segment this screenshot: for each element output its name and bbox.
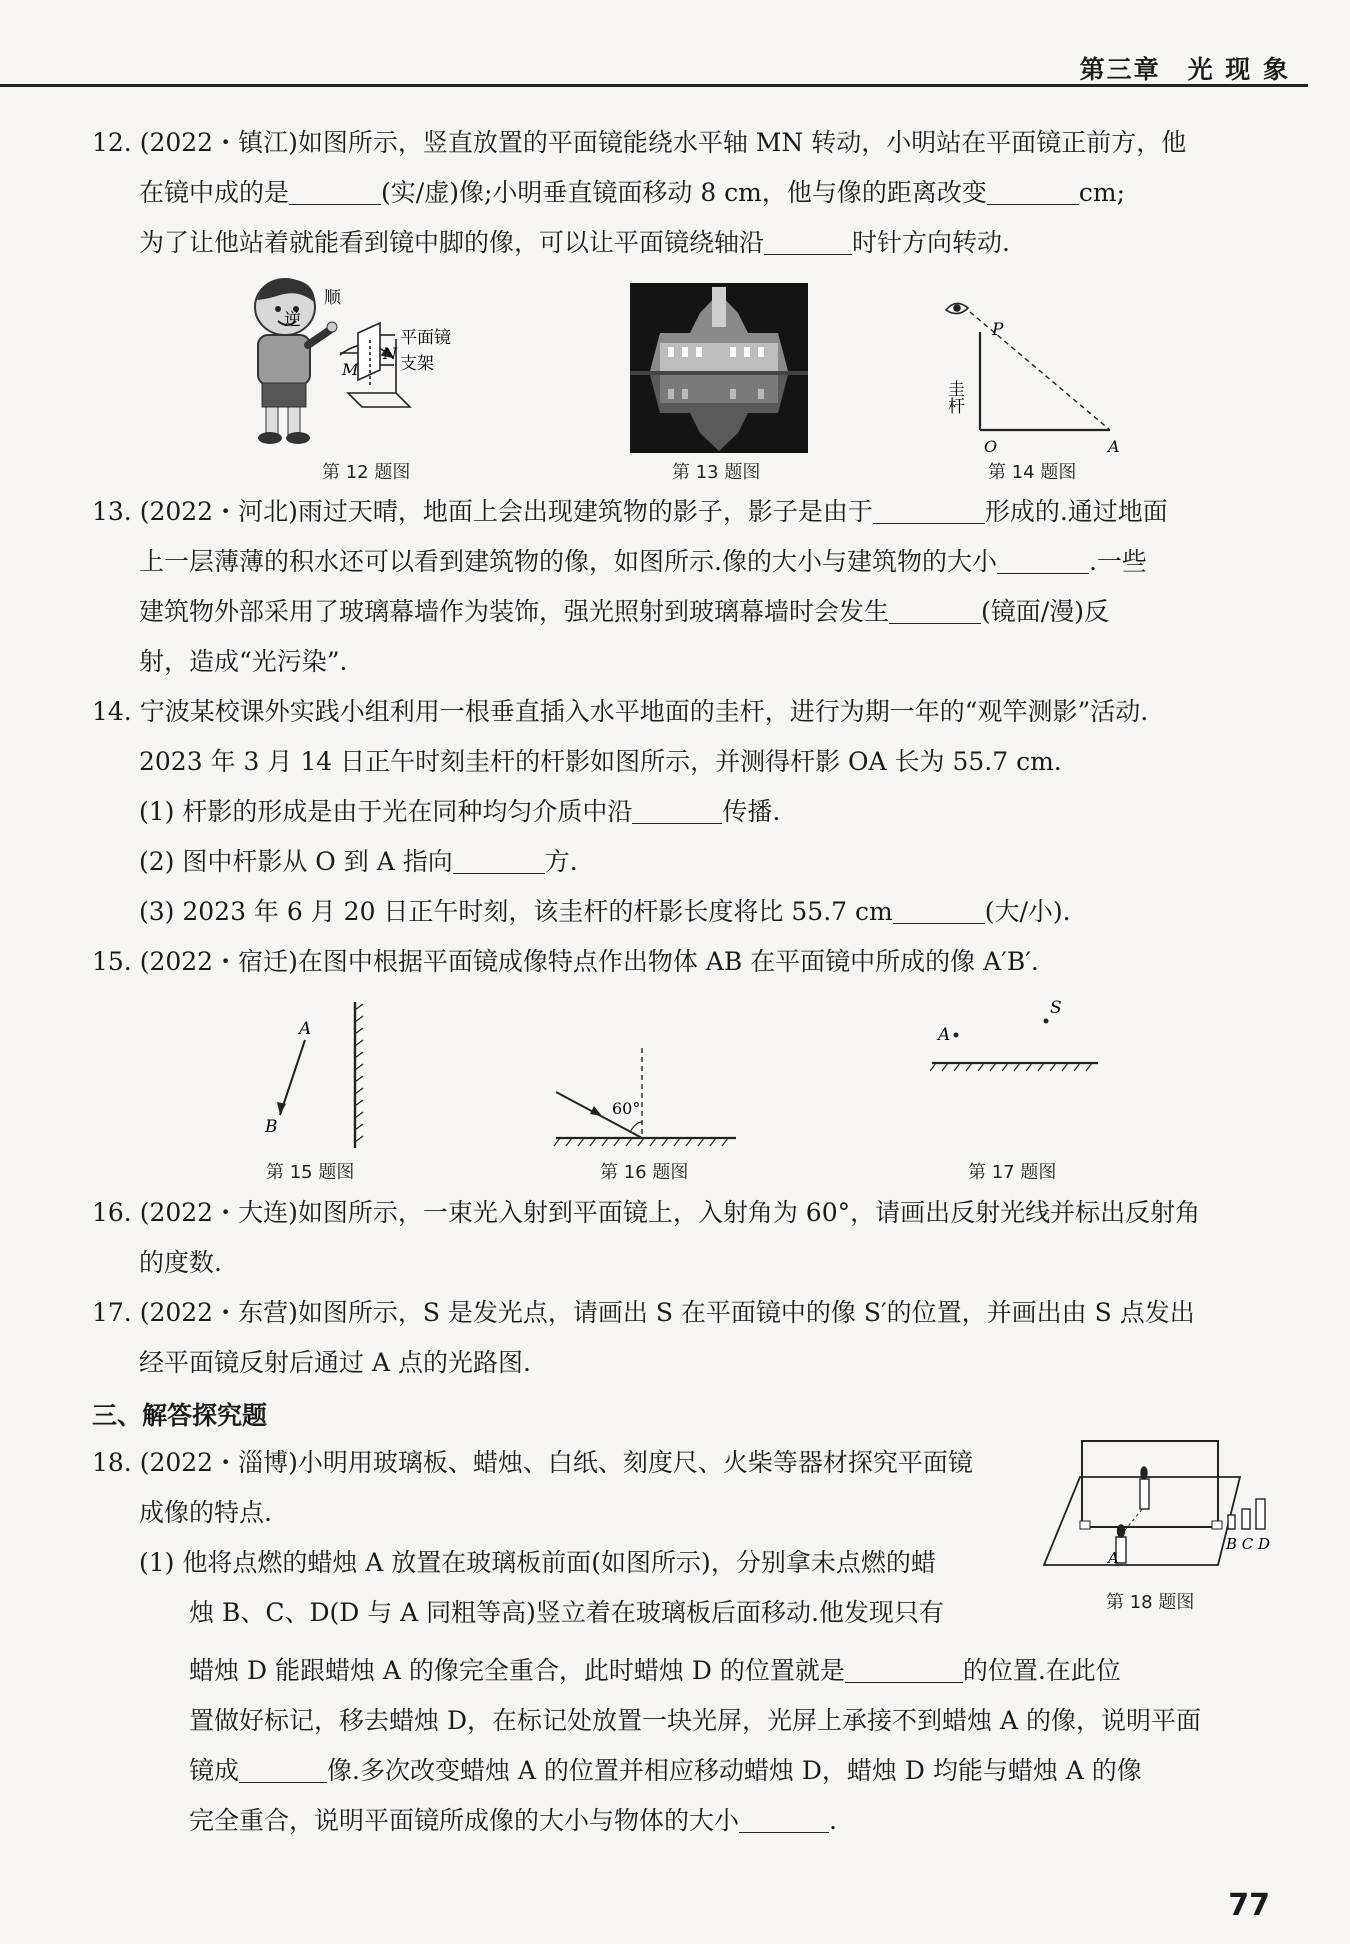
fig17-label-s: S bbox=[1050, 998, 1062, 1018]
q18-blank-2[interactable] bbox=[239, 1752, 327, 1783]
question-12 bbox=[92, 118, 1272, 268]
figure-15 bbox=[255, 1000, 385, 1150]
fig14-label-p: P bbox=[992, 320, 1004, 340]
fig17-label-a: A bbox=[938, 1025, 951, 1045]
question-15: 15. (2022・宿迁)在图中根据平面镜成像特点作出物体 AB 在平面镜中所成的像 A′B′. bbox=[92, 947, 1039, 976]
sun-ray-dashed bbox=[970, 312, 1110, 430]
q14-blank-1[interactable] bbox=[632, 793, 722, 824]
q12-line3: 为了让他站着就能看到镜中脚的像，可以让平面镜绕轴沿 时针方向转动. bbox=[92, 218, 1272, 268]
header-rule bbox=[0, 84, 1308, 87]
q12-line2: 在镜中成的是 (实/虚)像;小明垂直镜面移动 8 cm，他与像的距离改变 cm; bbox=[92, 168, 1272, 218]
fig14-label-a: A bbox=[1108, 437, 1120, 456]
q12-line1: 12. (2022・镇江)如图所示，竖直放置的平面镜能绕水平轴 MN 转动，小明站在平面镜正前方，他 bbox=[92, 128, 1187, 157]
fig12-label-ni: 逆 bbox=[284, 310, 301, 330]
eye-symbol bbox=[946, 303, 968, 313]
fig12-label-n: N bbox=[383, 344, 397, 363]
fig15-label-a: A bbox=[299, 1019, 312, 1039]
q12-blank-2[interactable] bbox=[987, 174, 1079, 205]
figure-17 bbox=[930, 995, 1100, 1075]
fig12-label-shun: 顺 bbox=[324, 288, 341, 308]
fig14-label-rod: 圭杆 bbox=[944, 380, 964, 414]
q13-blank-1[interactable] bbox=[873, 493, 985, 524]
fig16-caption: 第 16 题图 bbox=[600, 1162, 689, 1183]
q13-blank-2[interactable] bbox=[997, 543, 1089, 574]
q18-blank-1[interactable] bbox=[845, 1652, 963, 1683]
question-17: 17. (2022・东营)如图所示，S 是发光点，请画出 S 在平面镜中的像 S′的位置，并画出由 S 点发出 经平面镜反射后通过 A 点的光路图. bbox=[92, 1298, 1195, 1377]
candle-image bbox=[1140, 1467, 1149, 1509]
fig14-label-o: O bbox=[984, 437, 998, 456]
section-heading: 三、解答探究题 bbox=[92, 1401, 268, 1430]
fig12-caption: 第 12 题图 bbox=[322, 462, 411, 483]
fig17-caption: 第 17 题图 bbox=[968, 1162, 1057, 1183]
figure-14 bbox=[940, 290, 1130, 460]
fig12-label-m: M bbox=[342, 360, 359, 379]
question-18: 18. (2022・淄博)小明用玻璃板、蜡烛、白纸、刻度尺、火柴等器材探究平面镜 成像的特点. (1) 他将点燃的蜡烛 A 放置在玻璃板前面(如图所示)，分别拿未点燃的蜡 烛 B、C、D(D 与 A 同粗等高)竖立着在玻璃板后面移动.他发现只有 bbox=[92, 1448, 973, 1627]
fig13-caption: 第 13 题图 bbox=[672, 462, 761, 483]
page-number: 77 bbox=[1228, 1888, 1270, 1923]
figure-13 bbox=[630, 283, 808, 453]
fig18-label-bcd: B C D bbox=[1226, 1535, 1271, 1553]
glass-plate bbox=[1082, 1441, 1218, 1527]
question-18-continued: 蜡烛 D 能跟蜡烛 A 的像完全重合，此时蜡烛 D 的位置就是 的位置.在此位 置做好标记，移去蜡烛 D，在标记处放置一块光屏，光屏上承接不到蜡烛 A 的像，说明平面 镜成 像.多次改变蜡烛 A 的位置并相应移动蜡烛 D，蜡烛 D 均能与蜡烛 A 的像 完全重合，说明平面镜所成像的大小与物体的大小 . bbox=[92, 1646, 1272, 1846]
page-header bbox=[0, 40, 1350, 90]
fig15-label-b: B bbox=[265, 1117, 278, 1137]
q12-blank-1[interactable] bbox=[289, 174, 381, 205]
q14-blank-3[interactable] bbox=[893, 893, 985, 924]
figure-16 bbox=[550, 1040, 740, 1150]
fig14-caption: 第 14 题图 bbox=[988, 462, 1077, 483]
q18-blank-3[interactable] bbox=[739, 1802, 829, 1833]
fig18-caption: 第 18 题图 bbox=[1106, 1592, 1195, 1613]
fig12-label-mirror: 平面镜 bbox=[400, 328, 451, 348]
question-13: 13. (2022・河北)雨过天晴，地面上会出现建筑物的影子，影子是由于 形成的.通过地面 上一层薄薄的积水还可以看到建筑物的像，如图所示.像的大小与建筑物的大小 .一些 建筑物外部采用了玻璃幕墙作为装饰，强光照射到玻璃幕墙时会发生 (镜面/漫)反 射，造成“光污染”. bbox=[92, 487, 1272, 687]
q13-blank-3[interactable] bbox=[889, 593, 981, 624]
fig16-angle: 60° bbox=[612, 1099, 641, 1118]
fig15-caption: 第 15 题图 bbox=[266, 1162, 355, 1183]
chapter-title: 第三章 光 现 象 bbox=[1079, 55, 1290, 84]
figure-18 bbox=[1040, 1435, 1280, 1575]
q14-blank-2[interactable] bbox=[453, 843, 545, 874]
q12-blank-3[interactable] bbox=[764, 224, 852, 255]
fig12-label-stand: 支架 bbox=[400, 354, 434, 374]
question-14: 14. 宁波某校课外实践小组利用一根垂直插入水平地面的圭杆，进行为期一年的“观竿测影”活动. 2023 年 3 月 14 日正午时刻圭杆的杆影如图所示，并测得杆影 OA 长为 55.7 cm. (1) 杆影的形成是由于光在同种均匀介质中沿 传播. (2) 图中杆影从 O 到 A 指向 方. (3) 2023 年 6 月 20 日正午时刻，该圭杆的杆影长度将比 55.7 cm (大/小). bbox=[92, 697, 1149, 926]
fig18-label-a: A bbox=[1108, 1549, 1119, 1567]
question-16: 16. (2022・大连)如图所示，一束光入射到平面镜上，入射角为 60°，请画出反射光线并标出反射角 的度数. bbox=[92, 1198, 1201, 1277]
figure-12 bbox=[230, 275, 500, 455]
